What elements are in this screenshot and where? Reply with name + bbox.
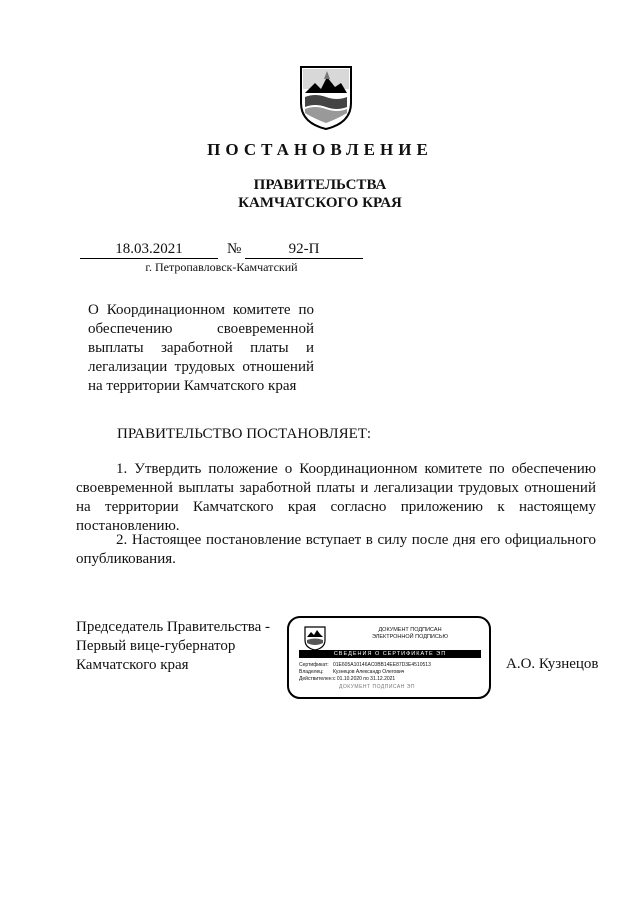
document-number: 92-П bbox=[245, 241, 363, 259]
stamp-certificate-heading: СВЕДЕНИЯ О СЕРТИФИКАТЕ ЭП bbox=[299, 650, 481, 658]
subject-line: на территории Камчатского края bbox=[88, 378, 297, 394]
stamp-header bbox=[335, 627, 485, 641]
number-sign: № bbox=[227, 241, 242, 257]
document-subject bbox=[88, 301, 314, 396]
authority-line-2: КАМЧАТСКОГО КРАЯ bbox=[238, 195, 402, 211]
decree-heading: ПРАВИТЕЛЬСТВО ПОСТАНОВЛЯЕТ: bbox=[117, 426, 372, 442]
stamp-row-owner bbox=[299, 669, 404, 675]
stamp-header-line: ДОКУМЕНТ ПОДПИСАН bbox=[378, 627, 442, 633]
stamp-label: Действителен: bbox=[299, 676, 333, 682]
subject-line: легализации трудовых отношений bbox=[88, 359, 314, 375]
document-date: 18.03.2021 bbox=[80, 241, 218, 259]
subject-line: выплаты заработной платы и bbox=[88, 340, 314, 356]
subject-line: О Координационном комитете по bbox=[88, 302, 314, 318]
electronic-signature-stamp bbox=[287, 616, 491, 699]
signer-position-line: Первый вице-губернатор bbox=[76, 638, 236, 654]
stamp-label: Владелец: bbox=[299, 669, 324, 675]
coat-of-arms-icon bbox=[303, 625, 327, 651]
document-title: ПОСТАНОВЛЕНИЕ bbox=[207, 140, 433, 159]
stamp-value: Кузнецов Александр Олегович bbox=[333, 669, 405, 675]
kamchatka-coat-of-arms bbox=[297, 63, 355, 131]
stamp-row-validity bbox=[299, 676, 395, 682]
stamp-footer: ДОКУМЕНТ ПОДПИСАН ЭП bbox=[339, 684, 415, 690]
document-city: г. Петропавловск-Камчатский bbox=[145, 260, 298, 274]
paragraph-1: 1. Утвердить положение о Координационном комитете по обеспечению своевременной выплаты заработной платы и легализации трудовых отношений на территории Камчатского края согласно приложению к настоящему постановлению. bbox=[76, 461, 596, 534]
issuing-authority bbox=[0, 176, 640, 212]
signer-position-line: Председатель Правительства - bbox=[76, 619, 271, 635]
signer-position bbox=[76, 618, 270, 675]
authority-line-1: ПРАВИТЕЛЬСТВА bbox=[253, 177, 387, 193]
signer-name: А.О. Кузнецов bbox=[506, 656, 599, 672]
stamp-value: 01E605A10146AC0BB14EE87D3E4510513 bbox=[333, 662, 431, 668]
stamp-label: Сертификат: bbox=[299, 662, 329, 668]
paragraph-2: 2. Настоящее постановление вступает в силу после дня его официального опубликования. bbox=[76, 532, 596, 567]
stamp-row-certificate bbox=[299, 662, 431, 668]
stamp-value: с 01.10.2020 по 31.12.2021 bbox=[333, 676, 396, 682]
stamp-header-line: ЭЛЕКТРОННОЙ ПОДПИСЬЮ bbox=[371, 634, 449, 640]
signer-position-line: Камчатского края bbox=[76, 657, 189, 673]
subject-line: обеспечению своевременной bbox=[88, 321, 314, 337]
